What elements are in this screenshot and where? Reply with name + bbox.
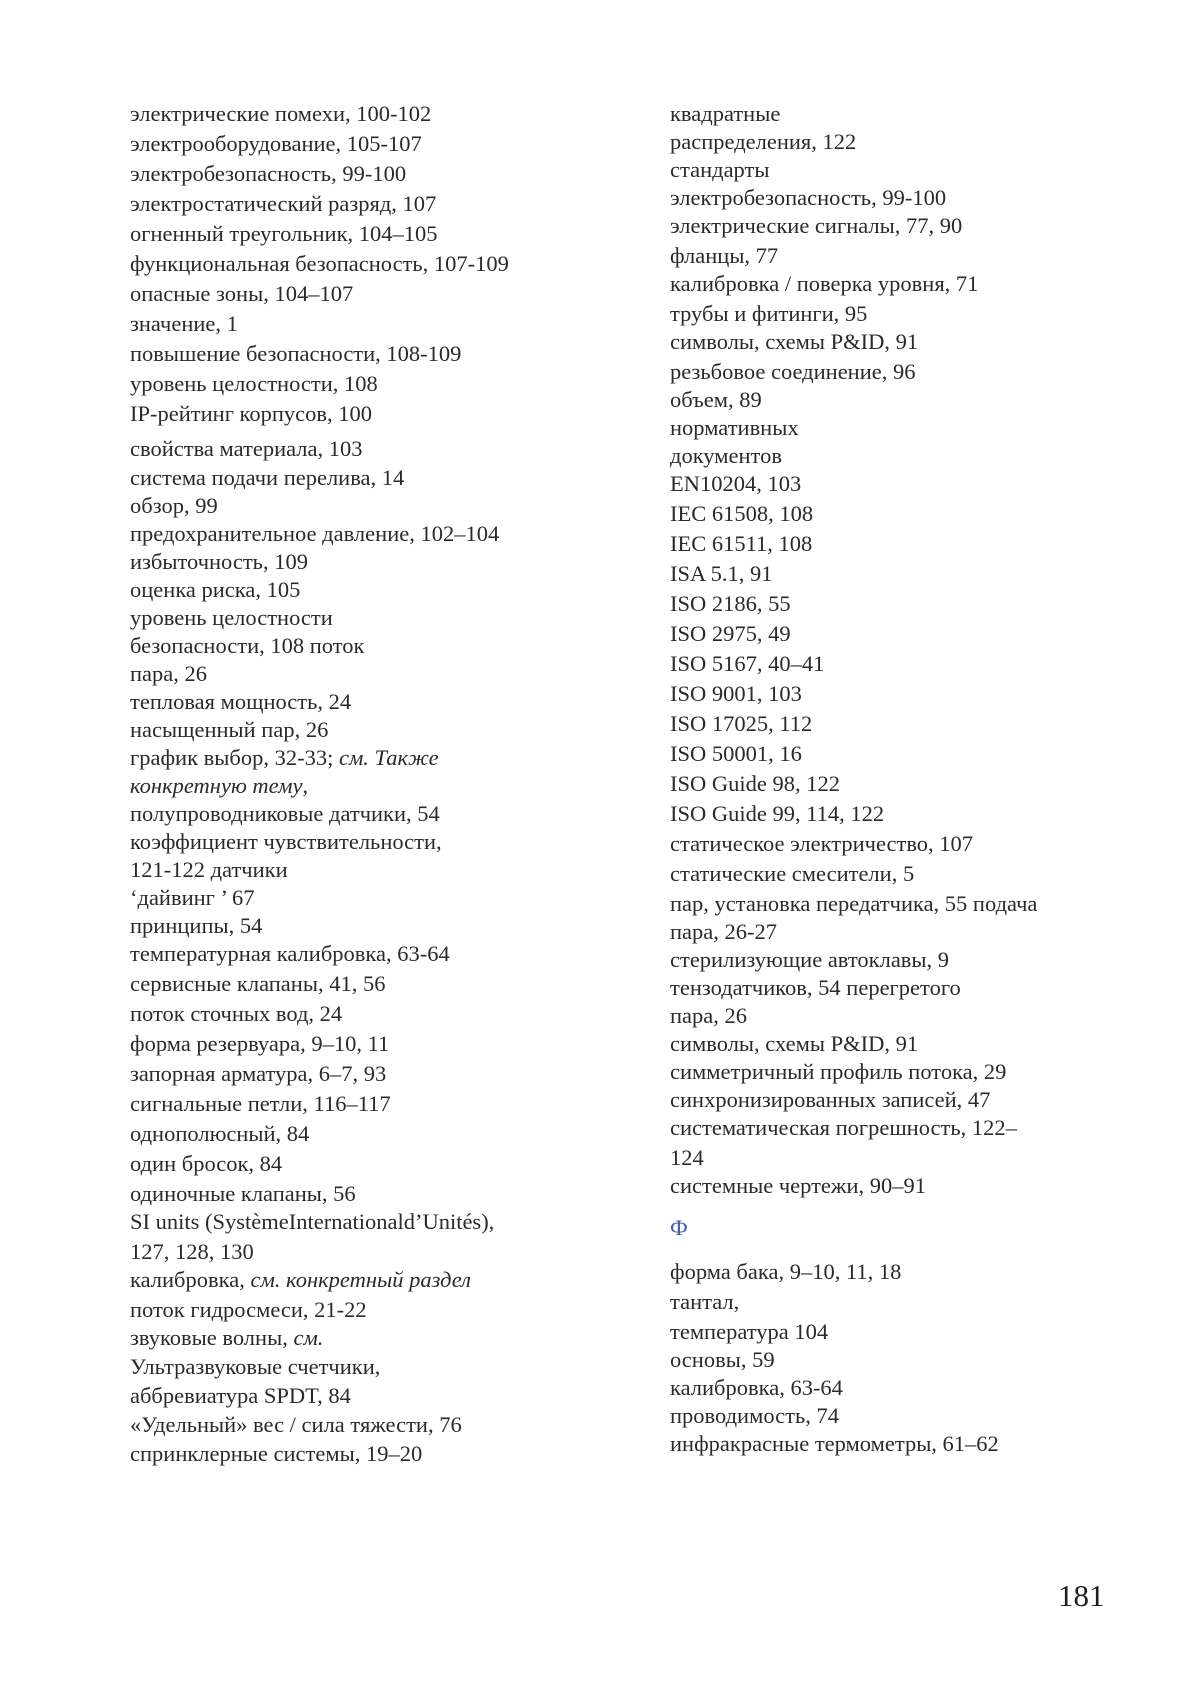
index-entry (130, 1265, 471, 1295)
index-entry-text: предохранительное давление, 102–104 (130, 521, 500, 546)
index-entry (130, 249, 509, 279)
index-entry-text: ISO 9001, 103 (670, 681, 802, 706)
index-entry-text: температурная калибровка, 63-64 (130, 941, 450, 966)
index-entry-text: тепловая мощность, 24 (130, 689, 352, 714)
index-entry-text: одиночные клапаны, 56 (130, 1181, 356, 1206)
index-entry-text: безопасности, 108 поток (130, 633, 365, 658)
index-entry (670, 859, 914, 889)
index-entry (670, 1085, 990, 1115)
index-entry-text: система подачи перелива, 14 (130, 465, 405, 490)
index-entry (130, 434, 363, 464)
index-entry-text: электробезопасность, 99-100 (670, 185, 947, 210)
index-entry-text: проводимость, 74 (670, 1403, 839, 1428)
index-entry (130, 1295, 367, 1325)
index-entry-text: полупроводниковые датчики, 54 (130, 801, 440, 826)
index-entry-text: IEC 61508, 108 (670, 501, 814, 526)
index-entry (670, 1257, 901, 1287)
index-entry (670, 1029, 918, 1059)
index-entry-text: ISO Guide 99, 114, 122 (670, 801, 885, 826)
index-entry-text: температура 104 (670, 1319, 829, 1344)
index-entry-text: символы, схемы P&ID, 91 (670, 329, 919, 354)
index-entry-text: распределения, 122 (670, 129, 857, 154)
index-entry-text: Ультразвуковые счетчики, (130, 1354, 381, 1379)
index-entry-text: системные чертежи, 90–91 (670, 1173, 927, 1198)
index-entry (670, 1143, 704, 1173)
index-entry-text: основы, 59 (670, 1347, 775, 1372)
index-entry-text: огненный треугольник, 104–105 (130, 221, 438, 246)
index-entry-text: сигнальные петли, 116–117 (130, 1091, 391, 1116)
index-cross-reference: см. Также (338, 745, 439, 770)
index-entry-text: опасные зоны, 104–107 (130, 281, 354, 306)
index-entry-text: SI units (SystèmeInternationald’Unités), (130, 1209, 495, 1234)
index-entry (130, 99, 431, 129)
index-entry-text: систематическая погрешность, 122– (670, 1115, 1017, 1140)
index-entry (130, 911, 262, 941)
index-entry (670, 469, 801, 499)
index-entry-text: EN10204, 103 (670, 471, 802, 496)
index-entry-text: обзор, 99 (130, 493, 218, 518)
index-entry-text: стерилизующие автоклавы, 9 (670, 947, 950, 972)
index-entry (130, 659, 207, 689)
index-entry (130, 399, 372, 429)
index-entry-text: фланцы, 77 (670, 243, 779, 268)
index-entry (670, 529, 812, 559)
index-entry (670, 127, 856, 157)
index-entry (130, 827, 442, 857)
index-entry (670, 327, 918, 357)
index-entry (130, 603, 333, 633)
index-entry-text: ISO 2975, 49 (670, 621, 791, 646)
index-entry-text: «Удельный» вес / сила тяжести, 76 (130, 1412, 462, 1437)
index-entry-text: запорная арматура, 6–7, 93 (130, 1061, 387, 1086)
index-entry-text: избыточность, 109 (130, 549, 308, 574)
index-entry (130, 1059, 386, 1089)
index-entry (130, 631, 364, 661)
index-entry-text: свойства материала, 103 (130, 436, 363, 461)
index-entry-text: звуковые волны, (130, 1325, 294, 1350)
index-entry (670, 889, 1037, 919)
index-entry-text: повышение безопасности, 108-109 (130, 341, 462, 366)
index-entry-text: поток сточных вод, 24 (130, 1001, 343, 1026)
index-entry (130, 771, 308, 801)
index-entry-text: ISA 5.1, 91 (670, 561, 773, 586)
index-entry-text: насыщенный пар, 26 (130, 717, 329, 742)
index-entry (130, 799, 440, 829)
index-entry-text: ISO Guide 98, 122 (670, 771, 840, 796)
index-entry-punctuation: , (302, 773, 309, 798)
index-entry (670, 649, 824, 679)
index-entry-text: трубы и фитинги, 95 (670, 301, 868, 326)
index-entry (670, 1429, 999, 1459)
index-entry-text: резьбовое соединение, 96 (670, 359, 916, 384)
index-entry (130, 575, 300, 605)
index-entry (130, 1352, 380, 1382)
index-entry (670, 619, 791, 649)
index-entry (130, 519, 499, 549)
index-entry-text: пара, 26 (670, 1003, 748, 1028)
index-entry-text: коэффициент чувствительности, (130, 829, 442, 854)
index-entry-text: электрические сигналы, 77, 90 (670, 213, 963, 238)
index-entry-text: сервисные клапаны, 41, 56 (130, 971, 386, 996)
index-entry (670, 973, 961, 1003)
index-entry (130, 1089, 391, 1119)
index-entry (130, 189, 436, 219)
index-entry-text: электрические помехи, 100-102 (130, 101, 432, 126)
index-entry-text: аббревиатура SPDT, 84 (130, 1383, 351, 1408)
index-entry-text: ISO 50001, 16 (670, 741, 802, 766)
index-entry (670, 211, 962, 241)
index-entry-text: электробезопасность, 99-100 (130, 161, 407, 186)
index-entry-text: форма бака, 9–10, 11, 18 (670, 1259, 902, 1284)
index-entry (670, 1171, 926, 1201)
index-entry (130, 369, 378, 399)
index-entry-text: ISO 5167, 40–41 (670, 651, 825, 676)
index-entry (130, 1439, 422, 1469)
index-entry-text: оценка риска, 105 (130, 577, 301, 602)
index-entry-text: объем, 89 (670, 387, 762, 412)
index-entry (130, 883, 254, 913)
index-entry (130, 855, 288, 885)
index-entry-text: пара, 26 (130, 661, 208, 686)
index-entry-text: 124 (670, 1145, 704, 1170)
index-entry-text: значение, 1 (130, 311, 238, 336)
index-entry-text: инфракрасные термометры, 61–62 (670, 1431, 999, 1456)
index-entry-text: квадратные (670, 101, 781, 126)
index-entry-text: статическое электричество, 107 (670, 831, 974, 856)
index-entry-text: пара, 26-27 (670, 919, 778, 944)
index-entry (670, 269, 978, 299)
index-entry (130, 219, 438, 249)
index-cross-reference: см. (293, 1325, 324, 1350)
index-entry-text: ‘дайвинг ’ 67 (130, 885, 255, 910)
index-entry-text: симметричный профиль потока, 29 (670, 1059, 1007, 1084)
index-entry-text: 127, 128, 130 (130, 1239, 254, 1264)
index-entry (670, 1373, 843, 1403)
index-entry (670, 679, 802, 709)
index-entry (670, 1317, 828, 1347)
index-entry-text: один бросок, 84 (130, 1151, 283, 1176)
index-entry (670, 499, 813, 529)
index-entry (130, 1149, 282, 1179)
index-entry (130, 159, 406, 189)
index-entry-text: электростатический разряд, 107 (130, 191, 437, 216)
index-entry (670, 945, 949, 975)
index-entry (130, 1237, 254, 1267)
index-entry (130, 1207, 494, 1237)
index-entry-text: функциональная безопасность, 107-109 (130, 251, 509, 276)
index-entry-text: калибровка / поверка уровня, 71 (670, 271, 979, 296)
section-letter-heading (670, 1213, 688, 1243)
index-entry (670, 413, 799, 443)
index-entry-text: калибровка, (130, 1267, 251, 1292)
index-entry (130, 939, 450, 969)
index-entry-text: тензодатчиков, 54 перегретого (670, 975, 961, 1000)
index-entry (130, 999, 342, 1029)
index-entry (670, 1287, 739, 1317)
index-entry-text: Ф (670, 1215, 688, 1240)
index-entry (670, 155, 769, 185)
index-entry (670, 1001, 747, 1031)
index-entry (670, 241, 778, 271)
index-entry (130, 1119, 309, 1149)
index-entry-text: IEC 61511, 108 (670, 531, 813, 556)
index-entry (670, 589, 791, 619)
index-entry (670, 1113, 1017, 1143)
index-entry (130, 463, 404, 493)
page-number: 181 (1058, 1578, 1105, 1613)
index-entry (670, 1345, 775, 1375)
index-entry-text: синхронизированных записей, 47 (670, 1087, 991, 1112)
index-entry (670, 357, 916, 387)
index-entry-text: 121-122 датчики (130, 857, 288, 882)
index-entry (670, 385, 762, 415)
index-entry (130, 1381, 351, 1411)
index-entry-text: форма резервуара, 9–10, 11 (130, 1031, 390, 1056)
index-entry (130, 1029, 389, 1059)
index-entry-text: ISO 2186, 55 (670, 591, 791, 616)
index-entry (670, 917, 777, 947)
index-cross-reference: конкретную тему (130, 773, 303, 798)
index-entry-text: спринклерные системы, 19–20 (130, 1441, 423, 1466)
index-entry (130, 1323, 323, 1353)
index-entry (130, 129, 422, 159)
index-entry (670, 1401, 839, 1431)
index-entry-text: нормативных (670, 415, 799, 440)
index-entry-text: тантал, (670, 1289, 740, 1314)
index-entry-text: однополюсный, 84 (130, 1121, 310, 1146)
index-entry (130, 715, 328, 745)
index-entry (130, 491, 218, 521)
index-entry-text: уровень целостности (130, 605, 333, 630)
index-entry (130, 1410, 462, 1440)
index-entry (130, 547, 308, 577)
index-entry (670, 709, 812, 739)
index-entry (670, 739, 802, 769)
index-entry (670, 183, 946, 213)
index-entry (670, 769, 840, 799)
index-entry (130, 309, 238, 339)
index-entry-text: IP-рейтинг корпусов, 100 (130, 401, 372, 426)
index-entry-text: статические смесители, 5 (670, 861, 915, 886)
index-entry-text: электрооборудование, 105-107 (130, 131, 422, 156)
index-entry-text: символы, схемы P&ID, 91 (670, 1031, 919, 1056)
index-entry (670, 99, 780, 129)
index-entry-text: ISO 17025, 112 (670, 711, 813, 736)
index-entry-text: принципы, 54 (130, 913, 263, 938)
index-entry (670, 441, 782, 471)
index-entry-text: калибровка, 63-64 (670, 1375, 843, 1400)
index-entry-text: поток гидросмеси, 21-22 (130, 1297, 367, 1322)
index-entry (130, 969, 385, 999)
index-cross-reference: см. конкретный раздел (250, 1267, 471, 1292)
index-entry-text: уровень целостности, 108 (130, 371, 378, 396)
index-entry-text: стандарты (670, 157, 770, 182)
index-entry (670, 559, 773, 589)
index-entry (130, 687, 351, 717)
index-entry (130, 279, 353, 309)
index-entry (670, 1057, 1006, 1087)
index-entry-text: график выбор, 32-33; (130, 745, 339, 770)
index-entry (670, 829, 973, 859)
index-entry (670, 299, 867, 329)
index-entry (130, 339, 461, 369)
index-entry-text: документов (670, 443, 782, 468)
index-entry (130, 743, 439, 773)
index-entry (670, 799, 884, 829)
index-entry-text: пар, установка передатчика, 55 подача (670, 891, 1038, 916)
index-entry (130, 1179, 356, 1209)
